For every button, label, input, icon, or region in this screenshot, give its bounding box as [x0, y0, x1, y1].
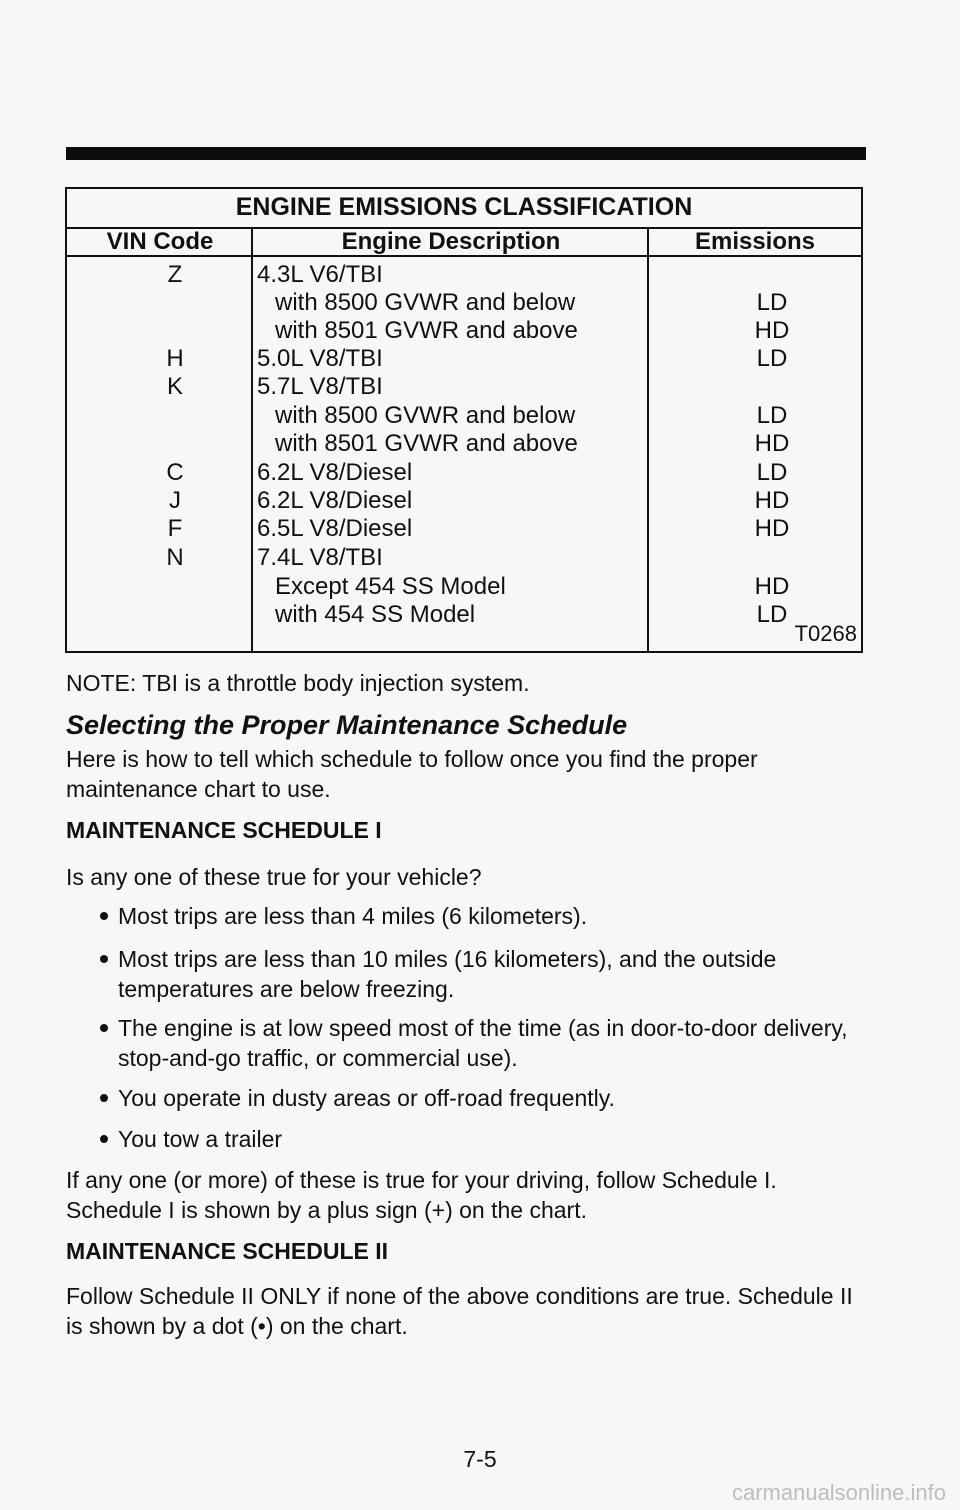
table-cell-vin: N: [166, 544, 184, 571]
table-cell-desc: 5.7L V8/TBI: [257, 373, 383, 400]
table-cell-desc: Except 454 SS Model: [275, 573, 506, 600]
table-cell-emissions: HD: [754, 515, 790, 542]
table-cell-emissions: HD: [754, 573, 790, 600]
table-cell-emissions: HD: [754, 430, 790, 457]
header-vin-code: VIN Code: [67, 227, 253, 257]
list-item-text: You operate in dusty areas or off-road frequently.: [118, 1085, 615, 1111]
table-cell-desc: 6.2L V8/Diesel: [257, 459, 413, 486]
list-item-text: Most trips are less than 10 miles (16 kilometers), and the outside temperatures are below freezing.: [118, 946, 777, 1002]
schedule-1-conclusion: If any one (or more) of these is true for your driving, follow Schedule I. Schedule I is shown by a plus sign (+) on the chart.: [66, 1167, 777, 1223]
bullet-icon: [100, 912, 108, 920]
table-cell-desc: with 454 SS Model: [275, 601, 476, 628]
list-item-text: You tow a trailer: [118, 1126, 283, 1152]
table-cell-emissions: HD: [754, 317, 790, 344]
schedule-2-heading: MAINTENANCE SCHEDULE II: [66, 1238, 389, 1264]
table-note: NOTE: TBI is a throttle body injection system.: [66, 670, 530, 696]
schedule-1-question: Is any one of these true for your vehicle?: [66, 864, 482, 890]
list-item-text: The engine is at low speed most of the time (as in door-to-door delivery, stop-and-go traffic, or commercial use).: [118, 1015, 848, 1071]
bullet-icon: [100, 1024, 108, 1032]
header-engine-description: Engine Description: [253, 227, 649, 257]
table-cell-desc: 6.2L V8/Diesel: [257, 487, 413, 514]
section-heading: Selecting the Proper Maintenance Schedule: [66, 710, 628, 740]
schedule-2-text: Follow Schedule II ONLY if none of the above conditions are true. Schedule II is shown by a dot (•) on the chart.: [66, 1283, 853, 1339]
table-cell-emissions: LD: [756, 345, 788, 372]
header-emissions: Emissions: [649, 227, 861, 257]
bullet-icon: [100, 1135, 108, 1143]
table-cell-desc: with 8501 GVWR and above: [275, 317, 578, 344]
schedule-1-heading: MAINTENANCE SCHEDULE I: [66, 817, 382, 843]
list-item: [100, 1124, 880, 1154]
table-cell-emissions: LD: [756, 402, 788, 429]
list-item: [100, 1083, 880, 1113]
column-divider: [251, 227, 253, 651]
table-cell-desc: 4.3L V6/TBI: [257, 261, 383, 288]
top-rule: [66, 147, 866, 160]
table-cell-desc: with 8500 GVWR and below: [275, 402, 576, 429]
table-cell-desc: 6.5L V8/Diesel: [257, 515, 413, 542]
table-cell-desc: 7.4L V8/TBI: [257, 544, 383, 571]
table-cell-emissions: LD: [756, 601, 788, 628]
table-cell-vin: Z: [167, 261, 183, 288]
table-title: ENGINE EMISSIONS CLASSIFICATION: [67, 189, 861, 229]
table-cell-emissions: HD: [754, 487, 790, 514]
list-item-text: Most trips are less than 4 miles (6 kilometers).: [118, 903, 588, 929]
table-cell-desc: with 8501 GVWR and above: [275, 430, 578, 457]
table-cell-vin: H: [166, 345, 184, 372]
list-item: [100, 944, 880, 1004]
list-item: [100, 901, 880, 931]
table-cell-emissions: LD: [756, 289, 788, 316]
list-item: [100, 1013, 880, 1073]
page-number: 7-5: [463, 1446, 497, 1472]
emissions-table: [65, 187, 863, 653]
bullet-icon: [100, 1094, 108, 1102]
table-cell-vin: F: [167, 515, 183, 542]
table-cell-desc: 5.0L V8/TBI: [257, 345, 383, 372]
table-cell-emissions: LD: [756, 459, 788, 486]
table-cell-desc: with 8500 GVWR and below: [275, 289, 576, 316]
intro-paragraph: Here is how to tell which schedule to follow once you find the proper maintenance chart to use.: [66, 746, 758, 802]
watermark: carmanualsonline.info: [731, 1480, 946, 1505]
table-cell-vin: K: [166, 373, 183, 400]
table-code: T0268: [794, 621, 857, 646]
table-cell-vin: J: [169, 487, 181, 514]
bullet-icon: [100, 955, 108, 963]
table-cell-vin: C: [166, 459, 184, 486]
